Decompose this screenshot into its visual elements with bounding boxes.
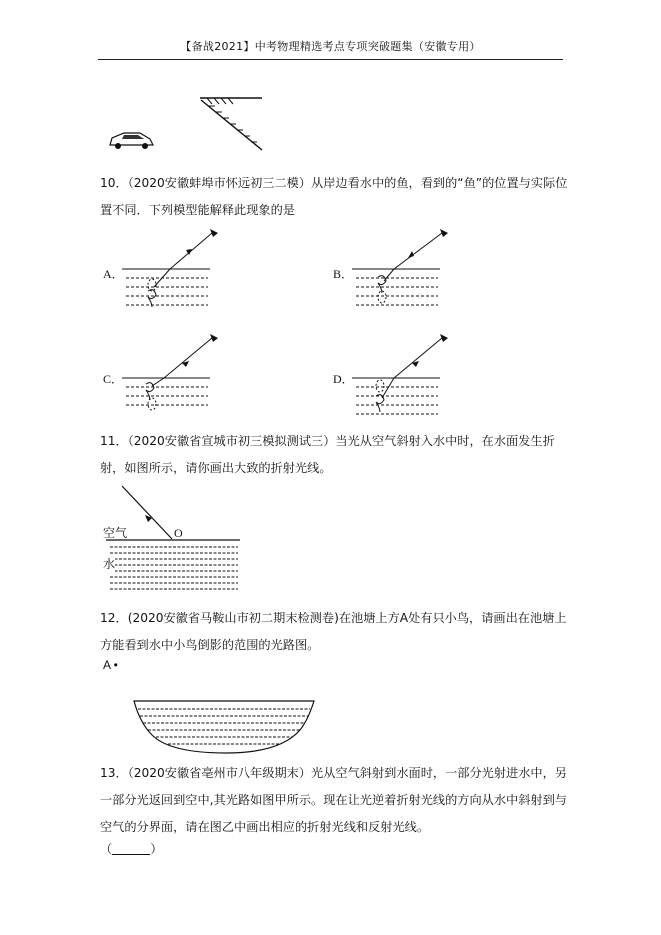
question-10-text: 10．（2020安徽蚌埠市怀远初三二模）从岸边看水中的鱼，看到的“鱼”的位置与实际位置不同．下列模型能解释此现象的是: [100, 176, 568, 217]
option-b-label: B．: [333, 267, 354, 281]
blank-line[interactable]: [112, 842, 150, 855]
eye-icon: [210, 229, 218, 237]
page-header: 【备战2021】中考物理精选考点专项突破题集（安徽专用）: [180, 40, 481, 53]
blank-open: （: [100, 842, 113, 856]
answer-blank: [100, 836, 570, 863]
question-12-text: 12．(2020安徽省马鞍山市初二期末检测卷)在池塘上方A处有只小鸟，请画出在池塘上方能看到水中小鸟倒影的范围的光路图。: [100, 611, 567, 652]
option-a-label: A．: [103, 267, 124, 281]
option-a-figure: [120, 225, 220, 315]
fish-icon: [148, 290, 156, 307]
option-b-figure: [350, 225, 450, 315]
option-d-label: D．: [333, 372, 354, 386]
option-c-label: C．: [103, 372, 124, 386]
blank-close: ）: [150, 842, 163, 856]
eye-icon: [440, 334, 448, 342]
question-13-text: 13．（2020安徽省亳州市八年级期末）光从空气斜射到水面时，一部分光射进水中，另一部分光返回到空中,其光路如图甲所示。现在让光逆着折射光线的方向从水中斜射到与空气的分界面，请在图乙中画出相应的折射光线和反射光线。: [100, 766, 567, 834]
car-icon: [110, 133, 153, 149]
fish-icon: [376, 395, 384, 412]
fish-icon: [146, 383, 154, 400]
question-11-text: 11．（2020安徽省宣城市初三模拟测试三）当光从空气斜射入水中时，在水面发生折射，如图所示，请你画出大致的折射光线。: [100, 434, 555, 475]
mirror-icon: [200, 98, 262, 150]
water-label: 水: [103, 557, 116, 571]
header-divider: [98, 59, 563, 60]
point-a-label: A •: [103, 658, 118, 672]
option-c-figure: [120, 330, 220, 420]
pond-figure: [130, 695, 320, 760]
air-label: 空气: [103, 526, 128, 540]
option-d-figure: [350, 330, 450, 420]
point-o-label: O: [174, 526, 183, 540]
eye-icon: [210, 334, 218, 342]
